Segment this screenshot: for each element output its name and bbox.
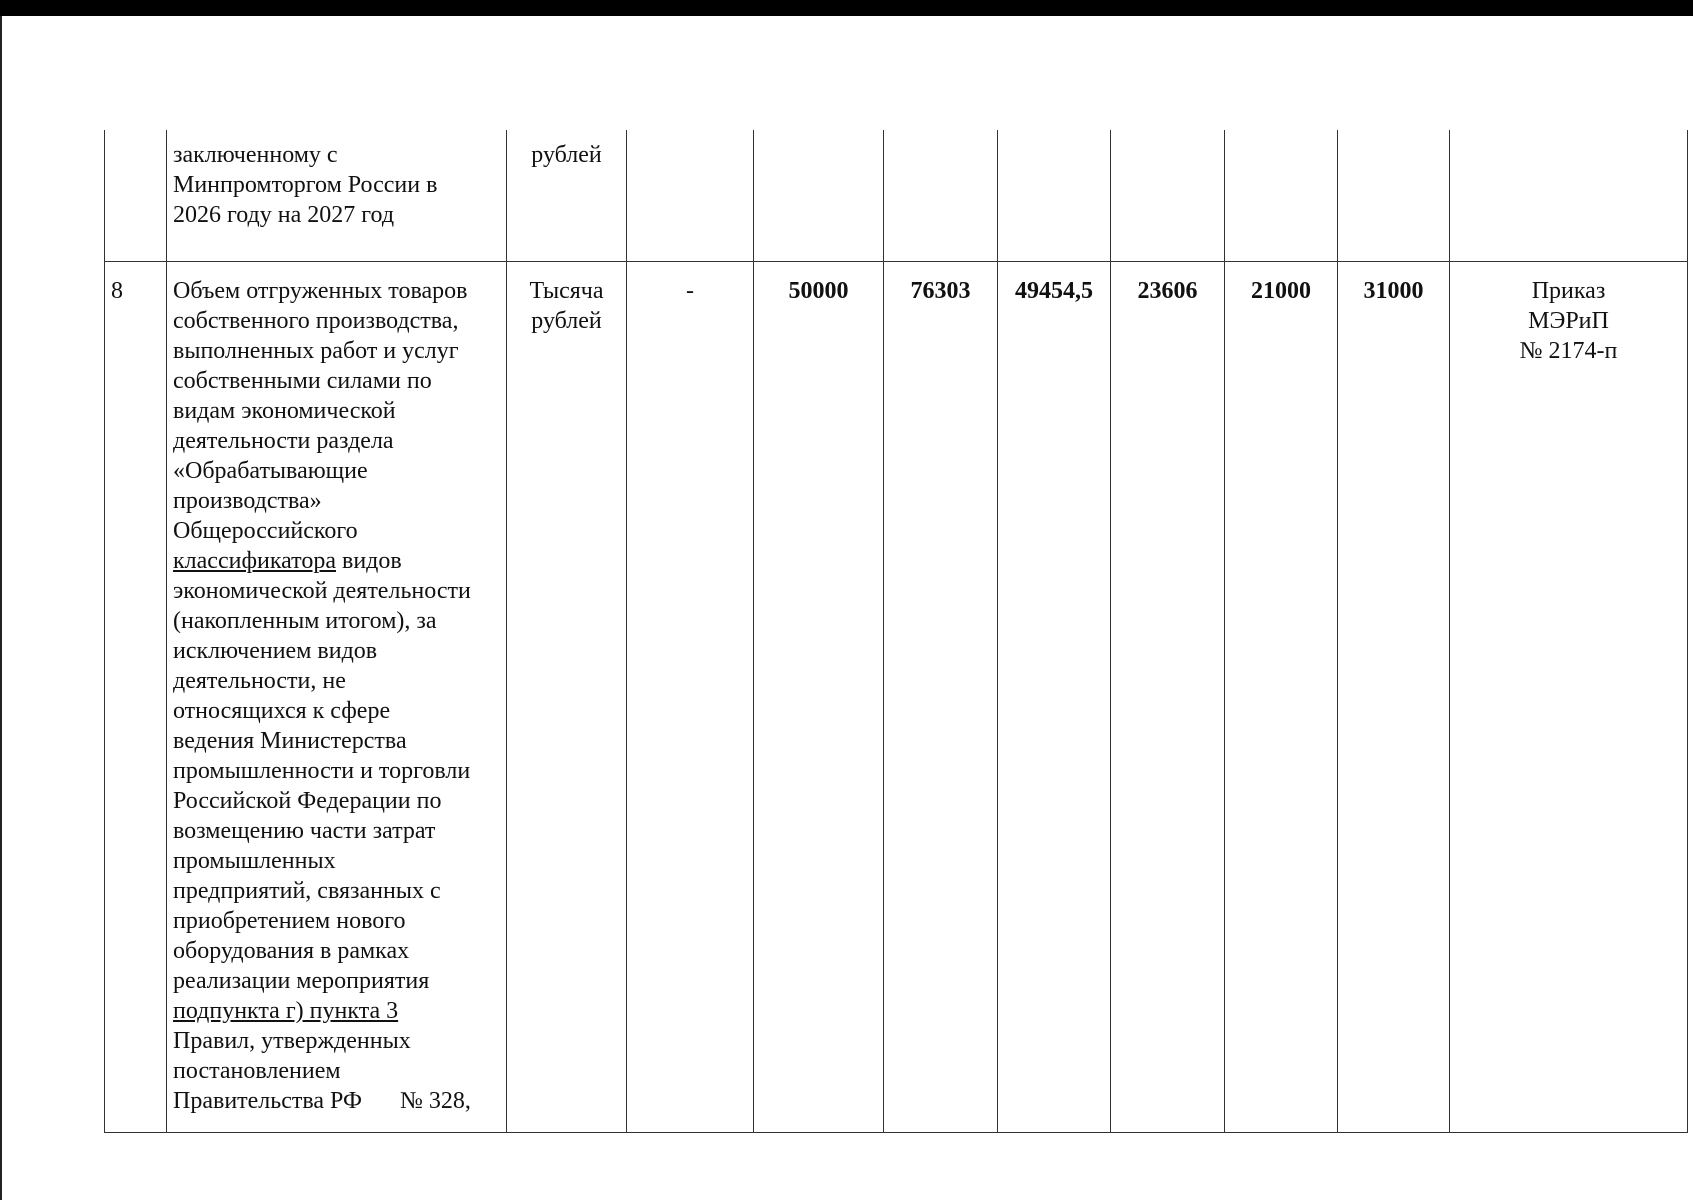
value: 50000 (788, 278, 849, 304)
source-text: Приказ (1531, 278, 1606, 304)
indicator-name-line: Объем отгруженных товаров (173, 278, 468, 304)
value-cell (998, 262, 1111, 1133)
indicator-name-line (173, 546, 500, 576)
row-number: 8 (111, 278, 123, 304)
indicator-name-line: экономической деятельности (173, 578, 471, 604)
scan-top-border (0, 0, 1693, 16)
indicator-name-line: Российской Федерации по (173, 788, 442, 814)
source-text: № 2174-п (1519, 338, 1618, 364)
value: 76303 (910, 278, 971, 304)
indicator-name-fragment: Правительства РФ (173, 1088, 362, 1114)
indicator-name-line: реализации мероприятия (173, 968, 430, 994)
value-cell (998, 130, 1111, 262)
indicator-name-line (173, 996, 500, 1026)
indicator-name-line: ведения Министерства (173, 728, 407, 754)
value-cell (1225, 262, 1338, 1133)
row-number-cell (105, 130, 167, 262)
indicator-name-line: деятельности раздела (173, 428, 394, 454)
table-row-8 (105, 262, 1688, 1133)
value-cell (884, 262, 998, 1133)
indicator-name-cell (167, 130, 507, 262)
indicator-name-fragment: видов (335, 548, 402, 574)
base-value-cell (627, 262, 754, 1133)
indicator-name-fragment: № 328, (399, 1088, 471, 1114)
rules-paragraph-link[interactable]: подпункта г) пункта 3 (173, 998, 399, 1024)
unit-cell (507, 262, 627, 1133)
value: 23606 (1137, 278, 1198, 304)
indicator-name-line: собственными силами по (173, 368, 432, 394)
value-cell (1111, 262, 1225, 1133)
row-number-cell (105, 262, 167, 1133)
base-value: - (686, 278, 694, 304)
value-cell (754, 262, 884, 1133)
indicator-name-line: деятельности, не (173, 668, 346, 694)
indicator-name-line: постановлением (173, 1058, 341, 1084)
indicator-name-line: Минпромторгом России в (173, 172, 438, 198)
indicator-name-line: заключенному с (173, 142, 338, 168)
indicator-name-line: приобретением нового (173, 908, 406, 934)
indicator-name-line: Общероссийского (173, 518, 358, 544)
indicator-name-line: производства» (173, 488, 322, 514)
indicator-name-line: (накопленным итогом), за (173, 608, 437, 634)
unit-cell (507, 130, 627, 262)
indicator-name-cell (167, 262, 507, 1133)
indicator-name-line: исключением видов (173, 638, 378, 664)
indicator-name-line: собственного производства, (173, 308, 459, 334)
source-text: МЭРиП (1528, 308, 1609, 334)
indicator-name-line: «Обрабатывающие (173, 458, 368, 484)
source-cell (1450, 130, 1688, 262)
value: 31000 (1363, 278, 1424, 304)
base-value-cell (627, 130, 754, 262)
indicator-name-line (173, 1086, 500, 1116)
scan-left-edge (0, 16, 2, 1200)
indicator-name-line: 2026 году на 2027 год (173, 202, 395, 228)
indicator-name-line: видам экономической (173, 398, 396, 424)
indicator-name-line: относящихся к сфере (173, 698, 391, 724)
source-cell (1450, 262, 1688, 1133)
indicator-name-line: предприятий, связанных с (173, 878, 441, 904)
indicators-table (104, 130, 1688, 1133)
value: 49454,5 (1015, 278, 1093, 304)
indicator-name-line: выполненных работ и услуг (173, 338, 459, 364)
indicator-name-line: оборудования в рамках (173, 938, 410, 964)
unit-text: рублей (531, 308, 602, 334)
value-cell (1225, 130, 1338, 262)
indicator-name-line: возмещению части затрат (173, 818, 436, 844)
classifier-link[interactable]: классификатора (173, 548, 336, 574)
indicator-name-line: промышленных (173, 848, 336, 874)
unit-text: рублей (531, 142, 602, 168)
value-cell (1111, 130, 1225, 262)
table-row-continuation (105, 130, 1688, 262)
value-cell (1338, 262, 1450, 1133)
value-cell (884, 130, 998, 262)
value: 21000 (1251, 278, 1311, 304)
value-cell (754, 130, 884, 262)
indicator-name-line: Правил, утвержденных (173, 1028, 411, 1054)
value-cell (1338, 130, 1450, 262)
indicator-name-line: промышленности и торговли (173, 758, 471, 784)
unit-text: Тысяча (529, 278, 604, 304)
